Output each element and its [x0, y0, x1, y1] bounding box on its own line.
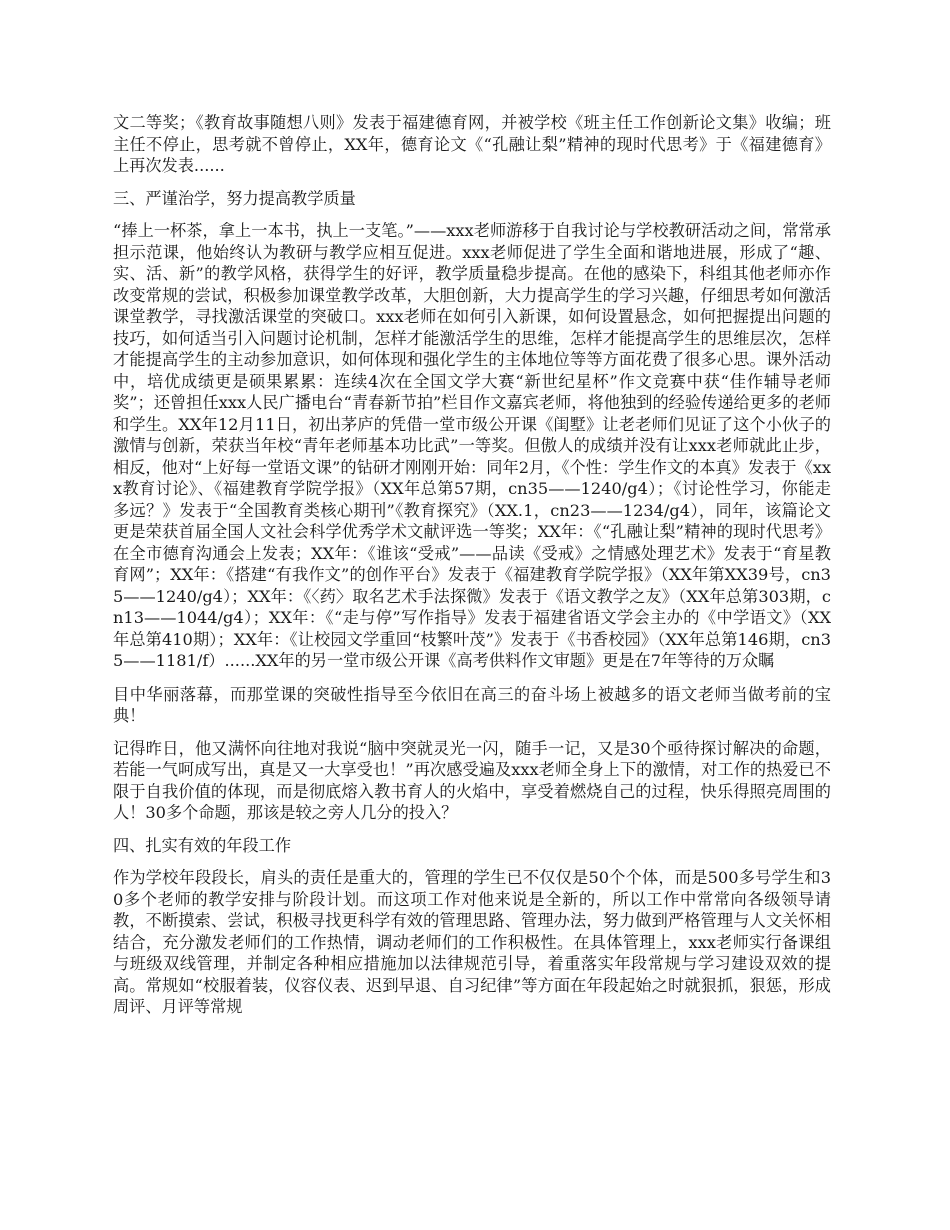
spacer [113, 824, 831, 835]
spacer [113, 672, 831, 684]
paragraph-awards: 文二等奖；《教育故事随想八则》发表于福建德育网，并被学校《班主任工作创新论文集》收编；班主任不停止，思考就不曾停止，XX年，德育论文《“孔融让梨”精神的现时代思考》于《福建德育》上再次发表...... [113, 113, 831, 175]
paragraph-lesson-outcome: 目中华丽落幕，而那堂课的突破性指导至今依旧在高三的奋斗场上被越多的语文老师当做考前的宝典！ [113, 684, 831, 725]
spacer [113, 727, 831, 738]
paragraph-teaching-research: “捧上一杯茶，拿上一本书，执上一支笔。”——xxx老师游移于自我讨论与学校教研活动之间，常常承担示范课，他始终认为教研与教学应相互促进。xxx老师促进了学生全面和谐地进展，形成了“趣、实、活、新”的教学风格，获得学生的好评，教学质量稳步提高。在他的感染下，科组其他老师亦作改变常规的尝试，积极参加课堂教学改革，大胆创新，大力提高学生的学习兴趣，仔细思考如何激活课堂教学，寻找激活课堂的突破口。xxx老师在如何引入新课，如何设置悬念，如何把握提出问题的技巧，如何适当引入问题讨论机制，怎样才能激活学生的思维，怎样才能提高学生的思维层次，怎样才能提高学生的主动参加意识，如何体现和强化学生的主体地位等等方面花费了很多心思。课外活动中，培优成绩更是硕果累累：连续4次在全国文学大赛“新世纪星杯”作文竞赛中获“佳作辅导老师奖”；还曾担任xxx人民广播电台“青春新节拍”栏目作文嘉宾老师，将他独到的经验传递给更多的老师和学生。XX年12月11日，初出茅庐的凭借一堂市级公开课《闺墅》让老老师们见证了这个小伙子的激情与创新，荣获当年校“青年老师基本功比武”一等奖。但傲人的成绩并没有让xxx老师就此止步，相反，他对“上好每一堂语文课”的钻研才刚刚开始：同年2月，《个性：学生作文的本真》发表于《xxx教育讨论》、《福建教育学院学报》（XX年总第57期，cn35——1240/g4）；《讨论性学习，你能走多远？》发表于“全国教育类核心期刊”《教育探究》（XX.1，cn23——1234/g4），同年，该篇论文更是荣获首届全国人文社会科学优秀学术文献评选一等奖；XX年：《“孔融让梨”精神的现时代思考》在全市德育沟通会上发表；XX年：《谁该“受戒”——品读《受戒》之情感处理艺术》发表于“育星教育网”；XX年：《搭建“有我作文”的创作平台》发表于《福建教育学院学报》（XX年第XX39号，cn35——1240/g4）；XX年：《〈药〉取名艺术手法探微》发表于《语文教学之友》（XX年总第303期，cn13——1044/g4）；XX年：《“走与停”写作指导》发表于福建省语文学会主办的《中学语文》（XX年总第410期）；XX年：《让校园文学重回“枝繁叶茂”》发表于《书香校园》（XX年总第146期，cn35——1181/f）......XX年的另一堂市级公开课《高考供料作文审题》更是在7年等待的万众瞩 [113, 221, 831, 670]
section-heading-grade-work: 四、扎实有效的年段工作 [113, 835, 292, 855]
spacer [113, 209, 831, 220]
spacer [113, 856, 831, 867]
paragraph-grade-management: 作为学校年段段长，肩头的责任是重大的，管理的学生已不仅仅是50个个体，而是500多号学生和30多个老师的教学安排与阶段计划。而这项工作对他来说是全新的，所以工作中常常向各级领导请教，不断摸索、尝试，积极寻找更科学有效的管理思路、管理办法，努力做到严格管理与人文关怀相结合，充分激发老师们的工作热情，调动老师们的工作积极性。在具体管理上，xxx老师实行备课组与班级双线管理，并制定各种相应措施加以法律规范引导，着重落实年段常规与学习建设双效的提高。常规如“校服着装，仪容仪表、迟到早退、自习纪律”等方面在年段起始之时就狠抓，狠惩，形成周评、月评等常规 [113, 868, 831, 1016]
spacer [113, 177, 831, 188]
section-heading-teaching-quality: 三、严谨治学，努力提高教学质量 [113, 188, 356, 208]
paragraph-passion: 记得昨日，他又满怀向往地对我说“脑中突就灵光一闪，随手一记，又是30个亟待探讨解决的命题，若能一气呵成写出，真是又一大享受也！”再次感受遍及xxx老师全身上下的激情，对工作的热爱已不限于自我价值的体现，而是彻底熔入教书育人的火焰中，享受着燃烧自己的过程，快乐得照亮周围的人！30多个命题，那该是较之旁人几分的投入？ [113, 738, 831, 822]
document-page [113, 112, 831, 1018]
